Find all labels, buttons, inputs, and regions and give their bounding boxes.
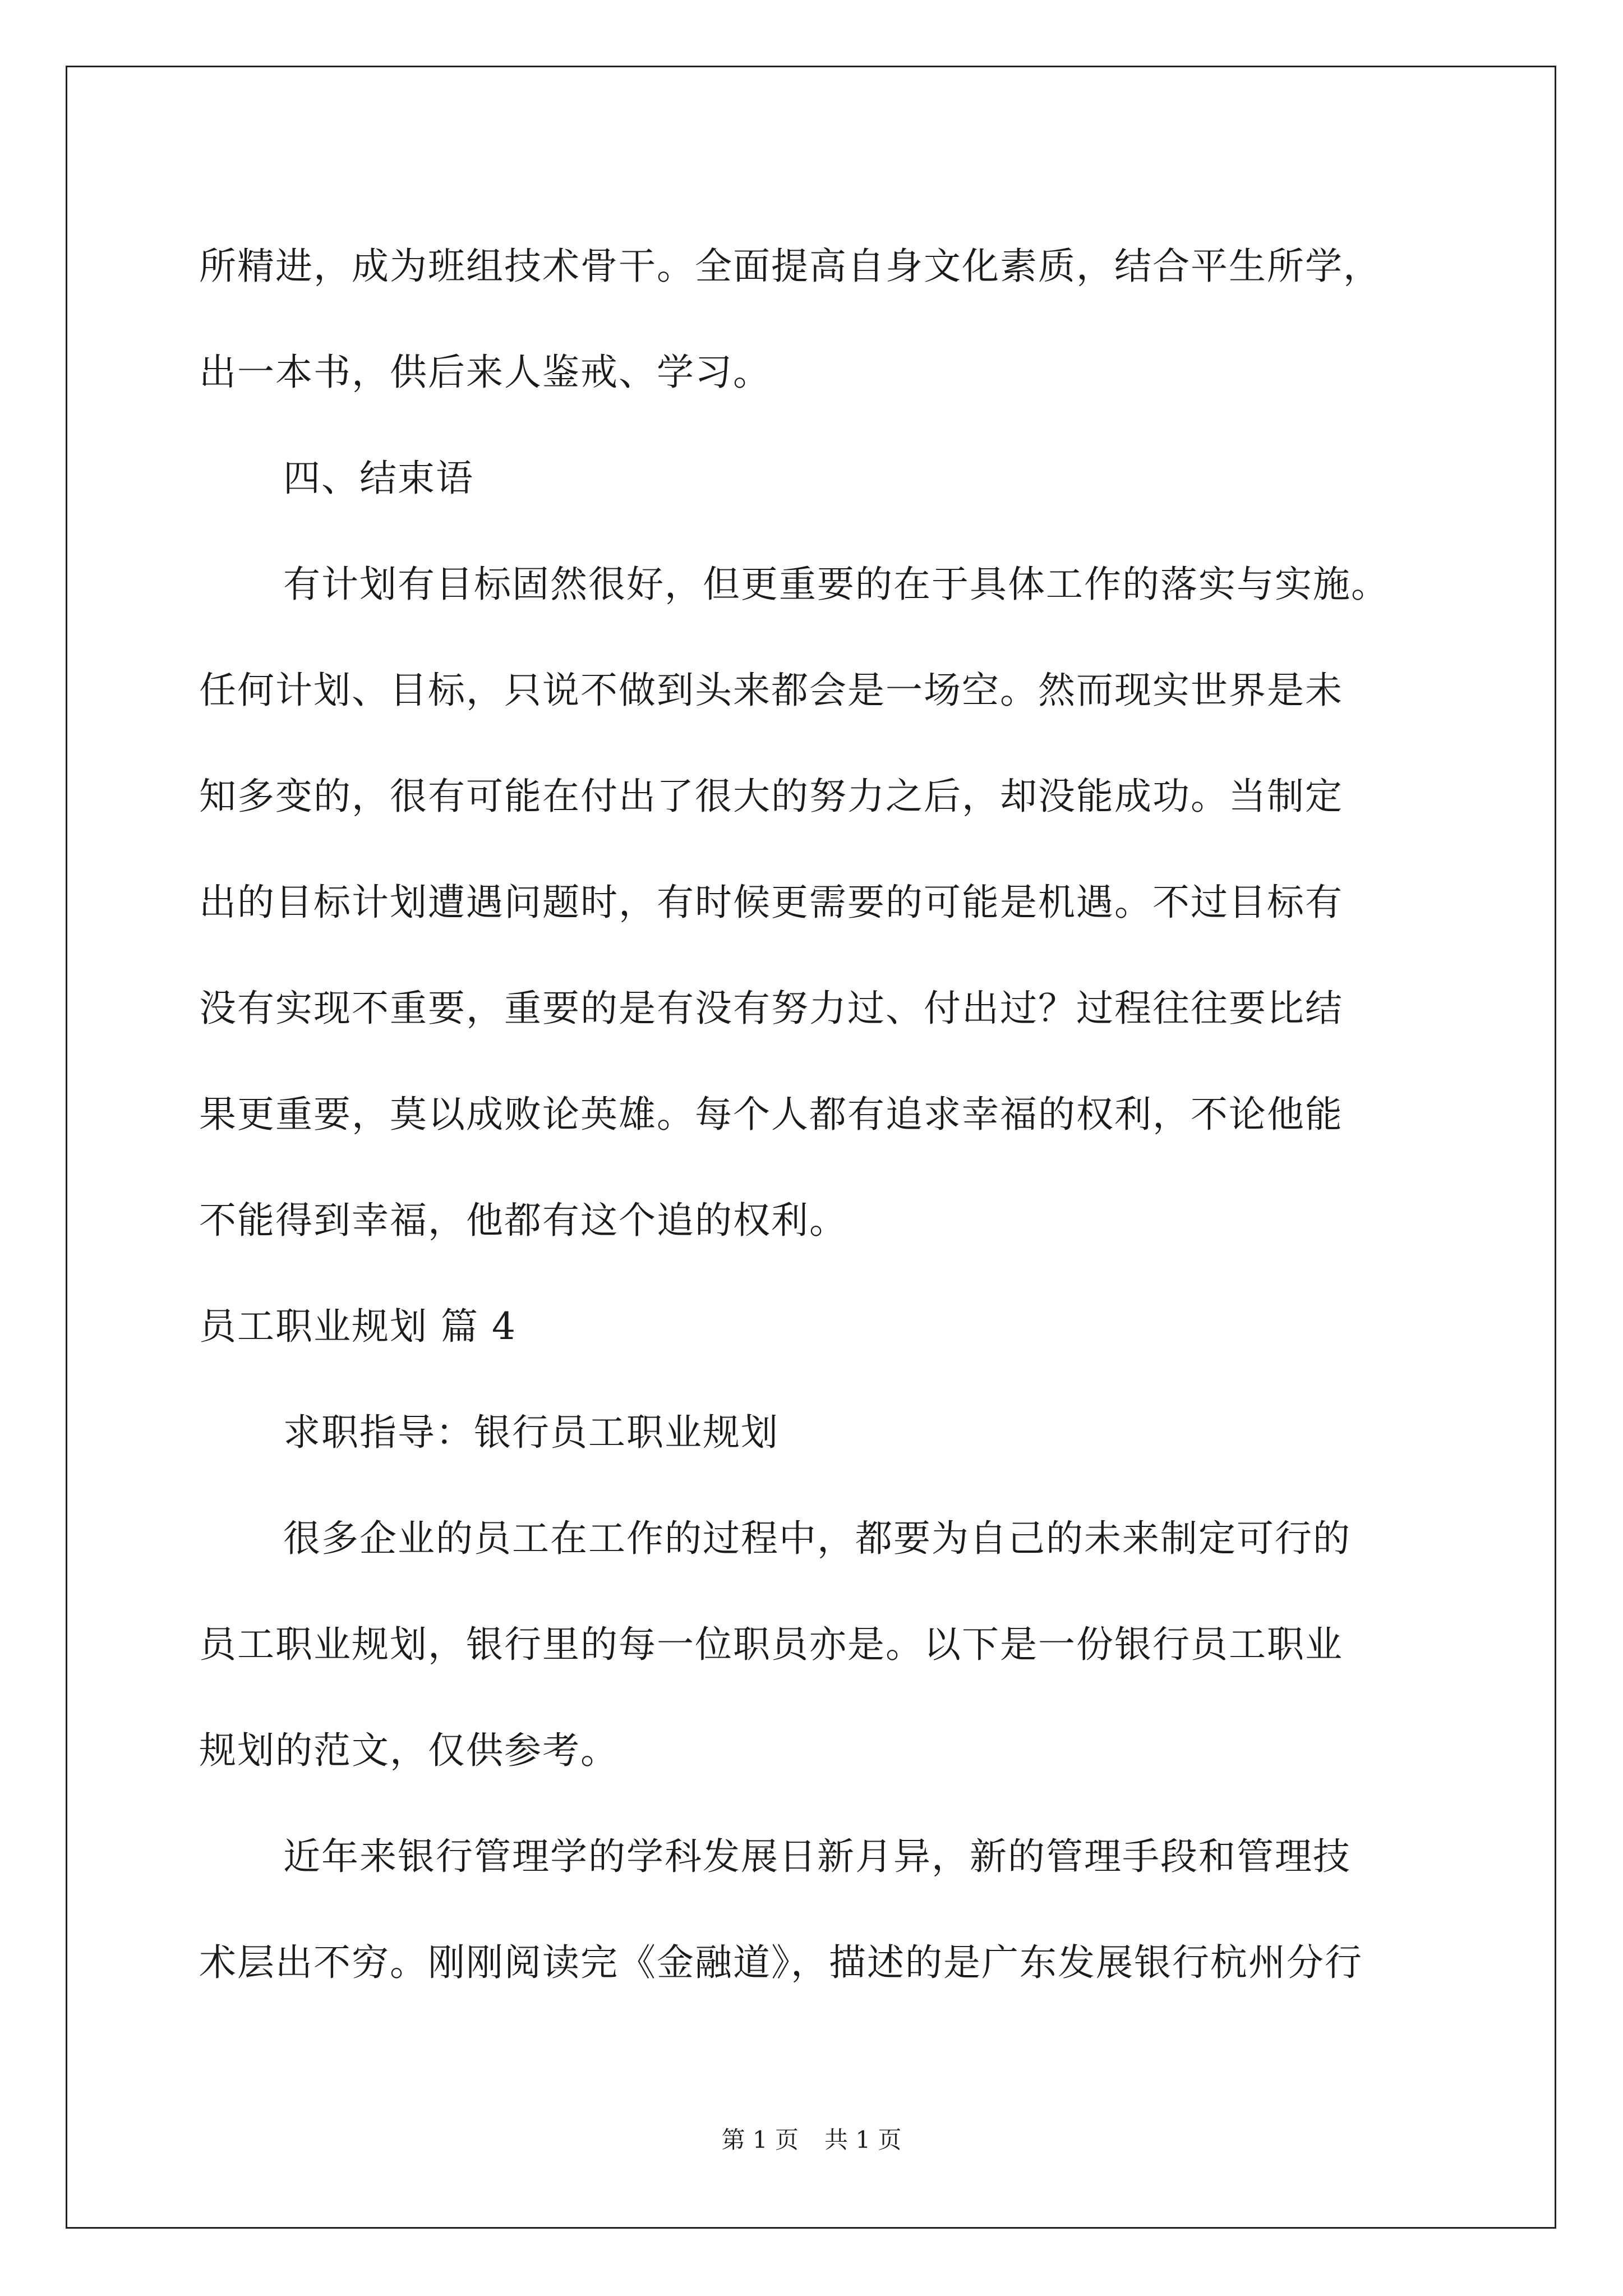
text-line-17: 术层出不穷。刚刚阅读完《金融道》，描述的是广东发展银行杭州分行 — [199, 1941, 1363, 1984]
page-number: 第 1 页 — [721, 2126, 799, 2154]
document-body — [199, 213, 1438, 2016]
article-subtitle: 求职指导：银行员工职业规划 — [283, 1411, 779, 1454]
text-line-8: 没有实现不重要，重要的是有没有努力过、付出过？过程往往要比结 — [199, 987, 1343, 1030]
section-heading-conclusion: 四、结束语 — [283, 457, 474, 500]
text-line-10: 不能得到幸福，他都有这个追的权利。 — [199, 1199, 847, 1242]
text-line-4: 有计划有目标固然很好，但更重要的在于具体工作的落实与实施。 — [283, 563, 1389, 606]
article-title: 员工职业规划 篇 4 — [199, 1305, 517, 1348]
text-line-14: 员工职业规划，银行里的每一位职员亦是。以下是一份银行员工职业 — [199, 1623, 1343, 1666]
page-footer — [0, 2123, 1623, 2157]
text-line-15: 规划的范文，仅供参考。 — [199, 1729, 619, 1772]
text-line-13: 很多企业的员工在工作的过程中，都要为自己的未来制定可行的 — [283, 1517, 1351, 1560]
text-line-7: 出的目标计划遭遇问题时，有时候更需要的可能是机遇。不过目标有 — [199, 881, 1343, 924]
text-line-5: 任何计划、目标，只说不做到头来都会是一场空。然而现实世界是未 — [199, 669, 1343, 712]
page-total: 共 1 页 — [824, 2126, 902, 2154]
text-line-9: 果更重要，莫以成败论英雄。每个人都有追求幸福的权利，不论他能 — [199, 1093, 1343, 1136]
text-line-1: 所精进，成为班组技术骨干。全面提高自身文化素质，结合平生所学， — [199, 245, 1381, 288]
text-line-2: 出一本书，供后来人鉴戒、学习。 — [199, 351, 771, 394]
text-line-16: 近年来银行管理学的学科发展日新月异，新的管理手段和管理技 — [283, 1835, 1351, 1878]
text-line-6: 知多变的，很有可能在付出了很大的努力之后，却没能成功。当制定 — [199, 775, 1343, 818]
